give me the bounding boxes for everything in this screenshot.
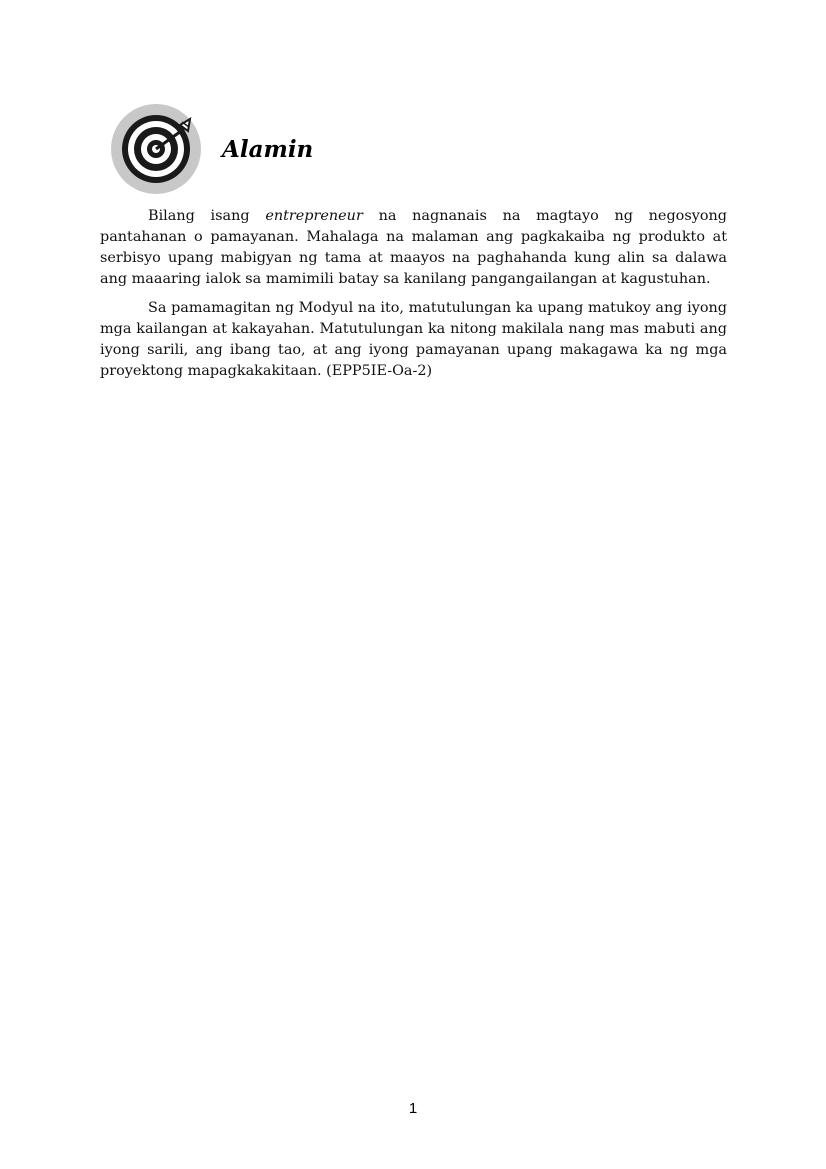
section-header (110, 103, 510, 195)
body-text (100, 206, 727, 390)
target-icon (110, 103, 202, 195)
section-title: Alamin (222, 136, 314, 163)
paragraph-1-rest: na nagnanais na magtayo ng negosyong pantahanan o pamayanan. Mahalaga na malaman ang pagkakaiba ng produkto at serbisyo upang mabigyan ng tama at maayos na paghahanda kung alin sa dalawa ang maaaring ialok sa mamimili batay sa kanilang pangangailangan at kagustuhan. (100, 208, 727, 287)
paragraph-1 (100, 206, 727, 290)
emphasized-term: entrepreneur (265, 208, 363, 224)
paragraph-1-start: Bilang isang (148, 208, 266, 224)
paragraph-2: Sa pamamagitan ng Modyul na ito, matutulungan ka upang matukoy ang iyong mga kailangan at kakayahan. Matutulungan ka nitong makilala nang mas mabuti ang iyong sarili, ang ibang tao, at ang iyong pamayanan upang makagawa ka ng mga proyektong mapagkakakitaan. (EPP5IE-Oa-2) (100, 300, 727, 379)
page-number: 1 (408, 1100, 418, 1117)
